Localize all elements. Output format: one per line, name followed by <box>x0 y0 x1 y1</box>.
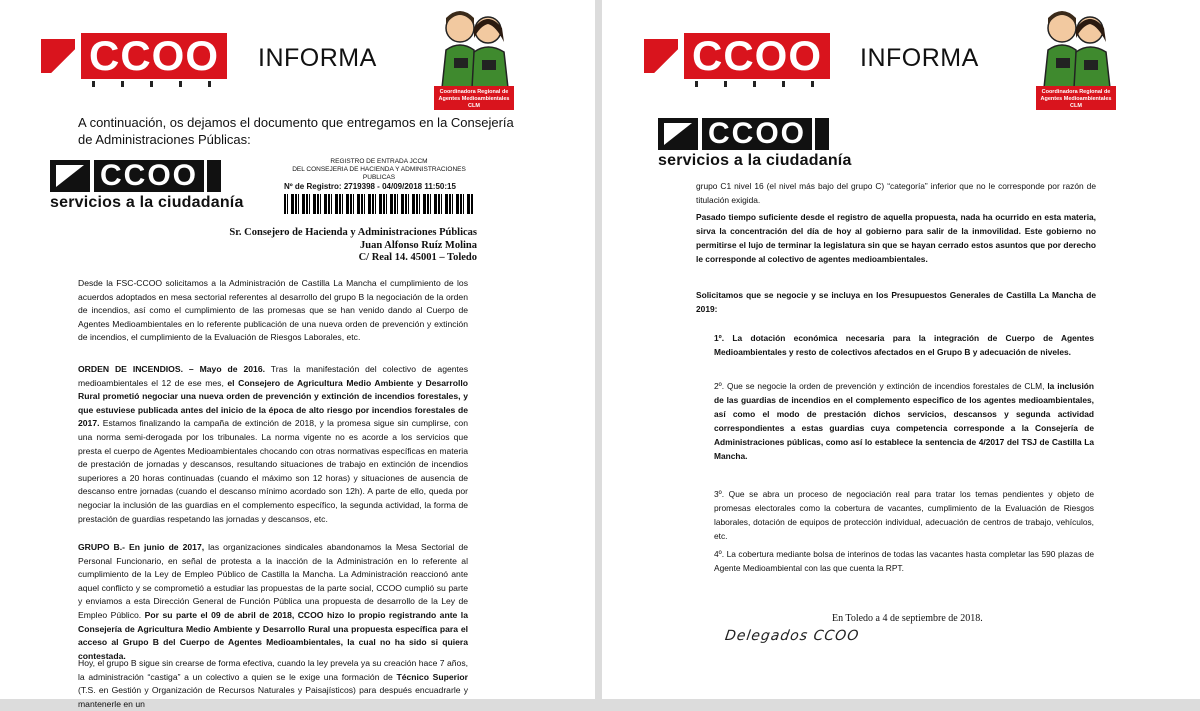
document-page-right <box>602 0 1200 699</box>
logo-dots <box>92 81 211 87</box>
informa-heading: INFORMA <box>258 44 377 72</box>
ccoo-logo-mark-icon <box>658 118 698 150</box>
logo-subtitle: servicios a la ciudadanía <box>658 152 852 169</box>
logo-dots <box>695 81 814 87</box>
agents-mascot-icon <box>1032 6 1120 88</box>
mascot-label: Coordinadora Regional de Agentes Medioambientales CLM <box>434 86 514 110</box>
flag-icon <box>207 160 221 192</box>
ccoo-logo-red: CCOO <box>35 33 227 79</box>
mascot-logo <box>1032 6 1120 110</box>
list-item-1: 1º. La dotación económica necesaria para la integración de Cuerpo de Agentes Medioambientales y resto de colectivos afectados en el Grupo B y adecuación de niveles. <box>714 333 1094 357</box>
paragraph-hoy: Hoy, el grupo B sigue sin crearse de forma efectiva, cuando la ley prevela ya su creación hace 7 años, la administración “castiga” a un colectivo a quien se le exige una formación de Técnico Superior (T.S. en Gestión y Organización de Recursos Naturales y Paisajísticos) para después encuadrarle y mantenerle en un <box>78 658 469 709</box>
document-page-left <box>0 0 595 709</box>
ccoo-logo-black: CCOO servicios a la ciudadanía <box>658 117 852 169</box>
mascot-label: Coordinadora Regional de Agentes Medioambientales CLM <box>1036 86 1116 110</box>
list-item-4: 4º. La cobertura mediante bolsa de interinos de todas las vacantes hasta completar las 590 plazas de Agente Medioambiental con las que cuenta la RPT. <box>714 549 1094 573</box>
logo-subtitle: servicios a la ciudadanía <box>50 194 244 211</box>
ccoo-logo-mark-icon <box>35 33 81 79</box>
registry-stamp: REGISTRO DE ENTRADA JCCM DEL CONSEJERIA DE HACIENDA Y ADMINISTRACIONES PUBLICAS Nº de Registro: 2719398 - 04/09/2018 11:50:15 <box>284 158 474 214</box>
list-item-3: 3º. Que se abra un proceso de negociación real para tratar los temas pendientes y objeto de promesas electorales como la cobertura de vacantes, cumplimiento de la Evaluación de Riesgos laborales, dotación de equipos de protección individual, adecuación de centros de trabajo, vehículos, etc. <box>714 489 1094 541</box>
flag-icon <box>815 118 829 150</box>
paragraph-solicitamos: Solicitamos que se negocie y se incluya en los Presupuestos Generales de Castilla La Mancha de 2019: <box>696 290 1096 314</box>
addressee-block: Sr. Consejero de Hacienda y Administraciones Públicas Juan Alfonso Ruíz Molina C/ Real 14. 45001 – Toledo <box>229 227 477 263</box>
agents-mascot-icon <box>430 6 518 88</box>
closing-date: En Toledo a 4 de septiembre de 2018. <box>832 613 983 624</box>
ccoo-logo-black: CCOO servicios a la ciudadanía <box>50 159 244 211</box>
paragraph-continuation: grupo C1 nivel 16 (el nivel más bajo del grupo C) “categoría” inferior que no le corresponde por razón de titulación exigida. <box>696 181 1096 205</box>
barcode-icon <box>284 194 474 214</box>
intro-text: A continuación, os dejamos el documento que entregamos en la Consejería de Administraciones Públicas: <box>78 115 514 147</box>
ccoo-logo-red: CCOO <box>638 33 830 79</box>
mascot-logo <box>430 6 518 110</box>
paragraph-orden-incendios: ORDEN DE INCENDIOS. – Mayo de 2016. Tras la manifestación del colectivo de agentes medioambientales el 12 de ese mes, el Consejero de Agricultura Medio Ambiente y Desarrollo Rural prometió negociar una nueva orden de prevención y extinción de incendios forestales, y que estuviese publicada antes del inicio de la época de alto riesgo por incendios forestales de 2017. Estamos finalizando la campaña de extinción de 2018, y la promesa sigue sin cumplirse, con una norma semi-derogada por los tribunales. La norma vigente no es acorde a los servicios que presta el cuerpo de Agentes Medioambientales chocando con otras normativas específicas en materia de prestación de jornadas y descansos, resultando situaciones de trabajo en extinción de incendios superiores a 20 horas continuadas (cuando el máximo son 12 horas) y situaciones de ausencia de descanso entre jornadas (cuando el descanso mínimo acordado son 12h). A parte de ello, queda por negociar la inclusión de las guardias en el complemento específico, la segunda actividad, la forma de prestación de guardias respetando las jornadas y descansos, etc. <box>78 364 469 524</box>
ccoo-logo-mark-icon <box>638 33 684 79</box>
paragraph-grupo-b: GRUPO B.- En junio de 2017, las organizaciones sindicales abandonamos la Mesa Sectorial de Personal Funcionario, en señal de protesta a la inacción de la Administración en lo referente al cumplimiento de la Ley de Empleo Público de Castilla la Mancha. La Administración reaccionó ante aquel conflicto y se comprometió a estudiar las propuestas de la parte social, CCOO cumplió su parte y enviamos a esta Dirección General de Función Pública una propuesta de desarrollo de la Ley de Empleo Público. Por su parte el 09 de abril de 2018, CCOO hizo lo propio registrando ante la Consejería de Agricultura Medio Ambiente y Desarrollo Rural una propuesta específica para el acceso al Grupo B del Cuerpo de Agentes Medioambientales, la cual no ha sido si quiera contestada. <box>78 542 468 661</box>
paragraph-intro: Desde la FSC-CCOO solicitamos a la Administración de Castilla La Mancha el cumplimiento de los acuerdos adoptados en mesa sectorial referentes al desarrollo del grupo B la negociación de la orden de incendios, así como el cumplimiento de las promesas que se han venido dando al Cuerpo de Agentes Medioambientales en lo referente publicación de una nueva orden de prevención y extinción de incendios, el cumplimiento de la Evaluación de Riesgos Laborales, etc. <box>78 278 468 343</box>
registry-number: Nº de Registro: 2719398 - 04/09/2018 11:50:15 <box>284 182 456 191</box>
informa-heading: INFORMA <box>860 44 979 72</box>
ccoo-logo-mark-icon <box>50 160 90 192</box>
signature: Delegados CCOO <box>723 628 861 644</box>
list-item-2: 2º. Que se negocie la orden de prevención y extinción de incendios forestales de CLM, la inclusión de las guardias de incendios en el complemento especifico de los agentes medioambientales, así como el modo de prestación dichos servicios, descansos y segunda actividad correspondientes a estas guardias cuya competencia corresponde a la Consejería de Administraciones públicas, como así lo establece la sentencia de 4/2017 del TSJ de Castilla La Mancha. <box>714 381 1095 461</box>
paragraph-pasado: Pasado tiempo suficiente desde el registro de aquella propuesta, nada ha ocurrido en esta materia, sirva la concentración del día de hoy al gobierno para salir de la inmovilidad. Este gobierno no permitirse el lujo de terminar la legislatura sin que se hayan cerrado estos asuntos que por derecho le corresponde al colectivo de agentes medioambientales. <box>696 212 1096 264</box>
